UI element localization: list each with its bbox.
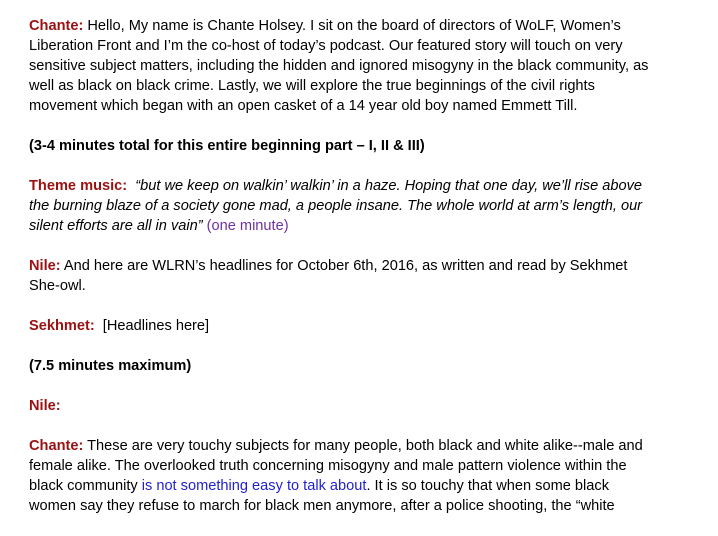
chante-touchy-text-a: These are very touchy subjects for many people, both black and white alike--male and female alike. The overlooked truth concerning misogyny and male pattern violence within the black community	[29, 438, 643, 494]
theme-music-lyric: “but we keep on walkin’ walkin’ in a haze. Hoping that one day, we’ll rise above the burning blaze of a society gone mad, a people insane. The whole world at arm’s length, our silent efforts are all in vain”	[29, 178, 643, 234]
paragraph-sekhmet	[29, 316, 659, 336]
highlighted-phrase: is not something easy to talk about	[141, 478, 367, 494]
timing-note-headlines: (7.5 minutes maximum)	[29, 358, 192, 374]
paragraph-chante-touchy	[29, 436, 659, 516]
speaker-label-sekhmet: Sekhmet:	[29, 318, 95, 334]
speaker-label-chante: Chante:	[29, 18, 84, 34]
chante-intro-text: Hello, My name is Chante Holsey. I sit on the board of directors of WoLF, Women’s Liberation Front and I’m the co-host of today’s podcast. Our featured story will touch on very sensitive subject matters, including the hidden and ignored misogyny in the black community, as well as black on black crime. Lastly, we will explore the true beginnings of the civil rights movement which began with an open casket of a 14 year old boy named Emmett Till.	[29, 18, 649, 114]
paragraph-nile-headlines	[29, 256, 659, 296]
nile-headlines-text: And here are WLRN’s headlines for October 6th, 2016, as written and read by Sekhmet She-owl.	[29, 258, 628, 294]
speaker-label-nile-2: Nile:	[29, 398, 61, 414]
speaker-label-chante-2: Chante:	[29, 438, 84, 454]
timing-note-beginning: (3-4 minutes total for this entire beginning part – I, II & III)	[29, 138, 425, 154]
speaker-label-nile: Nile:	[29, 258, 61, 274]
transcript-document	[29, 16, 659, 536]
theme-music-duration-cue: (one minute)	[202, 218, 289, 234]
sekhmet-text: [Headlines here]	[94, 318, 210, 334]
chante-touchy-text-b: . It is so touchy that when some black women say they refuse to march for black men anymore, after a police shooting, the “white	[29, 478, 615, 514]
speaker-label-theme-music: Theme music:	[29, 178, 128, 194]
paragraph-theme-music	[29, 176, 659, 236]
paragraph-nile-empty	[29, 396, 659, 416]
paragraph-chante-intro	[29, 16, 659, 116]
